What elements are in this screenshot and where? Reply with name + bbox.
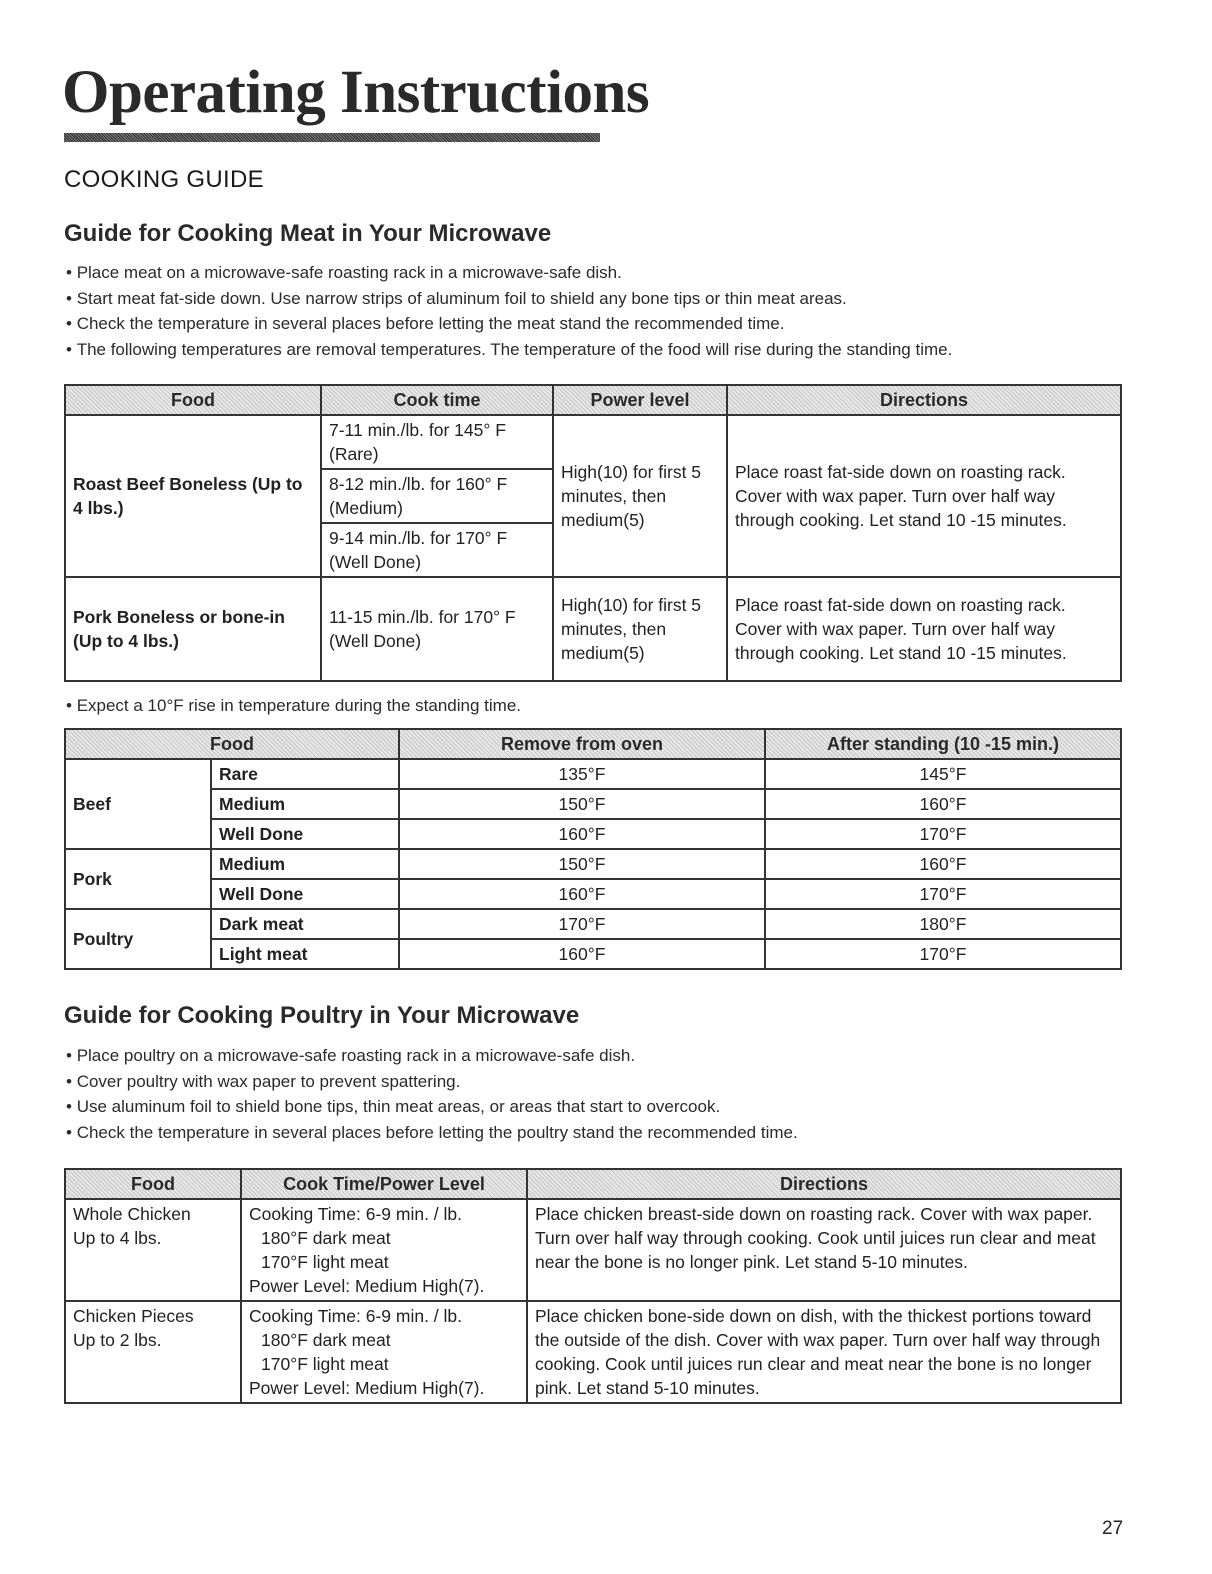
cooking-time: Cooking Time: 6-9 min. / lb. <box>249 1204 462 1224</box>
column-header-cook-time-power: Cook Time/Power Level <box>241 1169 527 1199</box>
directions-cell: Place roast fat-side down on roasting rack. Cover with wax paper. Turn over half way through cooking. Let stand 10 -15 minutes. <box>727 415 1121 577</box>
table-header-row <box>65 729 1121 759</box>
doneness-cell: Well Done <box>211 879 399 909</box>
title-underline-rule <box>64 133 600 142</box>
power-level: Power Level: Medium High(7). <box>249 1378 485 1398</box>
meat-guide-title: Guide for Cooking Meat in Your Microwave <box>64 220 552 247</box>
after-temp-cell: 160°F <box>765 789 1121 819</box>
after-temp-cell: 170°F <box>765 879 1121 909</box>
list-item: • Place meat on a microwave-safe roasting rack in a microwave-safe dish. <box>66 260 952 286</box>
column-header-food: Food <box>65 1169 241 1199</box>
food-group-cell: Beef <box>65 759 211 849</box>
doneness-cell: Medium <box>211 789 399 819</box>
standing-note <box>66 693 521 719</box>
after-temp-cell: 145°F <box>765 759 1121 789</box>
table-row <box>65 577 1121 681</box>
table-row <box>65 1199 1121 1301</box>
column-header-food: Food <box>65 729 399 759</box>
page-number: 27 <box>1102 1518 1124 1539</box>
table-row <box>65 415 1121 469</box>
after-temp-cell: 170°F <box>765 819 1121 849</box>
directions-cell: Place roast fat-side down on roasting rack. Cover with wax paper. Turn over half way through cooking. Let stand 10 -15 minutes. <box>727 577 1121 681</box>
directions-cell: Place chicken breast-side down on roasting rack. Cover with wax paper. Turn over half way through cooking. Cook until juices run clear and meat near the bone is no longer pink. Let stand 5-10 minutes. <box>527 1199 1121 1301</box>
food-weight: Up to 2 lbs. <box>73 1330 162 1350</box>
table-row <box>65 819 1121 849</box>
meat-cooking-table <box>64 384 1122 682</box>
meat-guide-bullets <box>66 260 952 362</box>
light-meat-temp: 170°F light meat <box>261 1354 389 1374</box>
column-header-directions: Directions <box>527 1169 1121 1199</box>
remove-temp-cell: 150°F <box>399 789 765 819</box>
remove-temp-cell: 160°F <box>399 819 765 849</box>
list-item: • Start meat fat-side down. Use narrow strips of aluminum foil to shield any bone tips or thin meat areas. <box>66 286 952 312</box>
food-weight: Up to 4 lbs. <box>73 1228 162 1248</box>
table-header-row <box>65 385 1121 415</box>
table-row <box>65 1301 1121 1403</box>
column-header-power-level: Power level <box>553 385 727 415</box>
power-level: Power Level: Medium High(7). <box>249 1276 485 1296</box>
column-header-food: Food <box>65 385 321 415</box>
table-row <box>65 909 1121 939</box>
column-header-cook-time: Cook time <box>321 385 553 415</box>
list-item: • Check the temperature in several places before letting the poultry stand the recommended time. <box>66 1120 798 1146</box>
table-row <box>65 879 1121 909</box>
cook-time-cell: 11-15 min./lb. for 170° F (Well Done) <box>321 577 553 681</box>
doneness-cell: Medium <box>211 849 399 879</box>
cook-time-cell: 9-14 min./lb. for 170° F (Well Done) <box>321 523 553 577</box>
list-item: • Check the temperature in several places before letting the meat stand the recommended time. <box>66 311 952 337</box>
poultry-guide-bullets <box>66 1043 798 1145</box>
table-header-row <box>65 1169 1121 1199</box>
after-temp-cell: 180°F <box>765 909 1121 939</box>
doneness-cell: Dark meat <box>211 909 399 939</box>
table-row <box>65 789 1121 819</box>
remove-temp-cell: 160°F <box>399 939 765 969</box>
directions-cell: Place chicken bone-side down on dish, with the thickest portions toward the outside of the dish. Cover with wax paper. Turn over half way through cooking. Cook until juices run clear and meat near the bone is no longer pink. Let stand 5-10 minutes. <box>527 1301 1121 1403</box>
column-header-after-standing: After standing (10 -15 min.) <box>765 729 1121 759</box>
food-group-cell: Pork <box>65 849 211 909</box>
food-name: Chicken Pieces <box>73 1306 194 1326</box>
column-header-directions: Directions <box>727 385 1121 415</box>
poultry-guide-title: Guide for Cooking Poultry in Your Microwave <box>64 1002 580 1029</box>
column-header-remove-from-oven: Remove from oven <box>399 729 765 759</box>
food-group-cell: Poultry <box>65 909 211 969</box>
poultry-cooking-table <box>64 1168 1122 1404</box>
light-meat-temp: 170°F light meat <box>261 1252 389 1272</box>
temperature-table <box>64 728 1122 970</box>
remove-temp-cell: 160°F <box>399 879 765 909</box>
after-temp-cell: 170°F <box>765 939 1121 969</box>
list-item: • The following temperatures are removal temperatures. The temperature of the food will rise during the standing time. <box>66 337 952 363</box>
remove-temp-cell: 135°F <box>399 759 765 789</box>
list-item: • Place poultry on a microwave-safe roasting rack in a microwave-safe dish. <box>66 1043 798 1069</box>
table-row <box>65 849 1121 879</box>
list-item: • Use aluminum foil to shield bone tips, thin meat areas, or areas that start to overcook. <box>66 1094 798 1120</box>
cook-time-cell <box>241 1301 527 1403</box>
doneness-cell: Light meat <box>211 939 399 969</box>
doneness-cell: Well Done <box>211 819 399 849</box>
section-title: COOKING GUIDE <box>64 166 264 193</box>
table-row <box>65 759 1121 789</box>
after-temp-cell: 160°F <box>765 849 1121 879</box>
power-level-cell: High(10) for first 5 minutes, then medium(5) <box>553 415 727 577</box>
food-cell: Roast Beef Boneless (Up to 4 lbs.) <box>65 415 321 577</box>
food-cell <box>65 1301 241 1403</box>
remove-temp-cell: 170°F <box>399 909 765 939</box>
dark-meat-temp: 180°F dark meat <box>261 1228 391 1248</box>
cook-time-cell: 8-12 min./lb. for 160° F (Medium) <box>321 469 553 523</box>
remove-temp-cell: 150°F <box>399 849 765 879</box>
list-item: • Cover poultry with wax paper to prevent spattering. <box>66 1069 798 1095</box>
dark-meat-temp: 180°F dark meat <box>261 1330 391 1350</box>
table-row <box>65 939 1121 969</box>
power-level-cell: High(10) for first 5 minutes, then medium(5) <box>553 577 727 681</box>
page-title: Operating Instructions <box>62 59 650 126</box>
food-name: Whole Chicken <box>73 1204 191 1224</box>
list-item: • Expect a 10°F rise in temperature during the standing time. <box>66 693 521 719</box>
doneness-cell: Rare <box>211 759 399 789</box>
cook-time-cell: 7-11 min./lb. for 145° F (Rare) <box>321 415 553 469</box>
cook-time-cell <box>241 1199 527 1301</box>
food-cell: Pork Boneless or bone-in (Up to 4 lbs.) <box>65 577 321 681</box>
food-cell <box>65 1199 241 1301</box>
cooking-time: Cooking Time: 6-9 min. / lb. <box>249 1306 462 1326</box>
